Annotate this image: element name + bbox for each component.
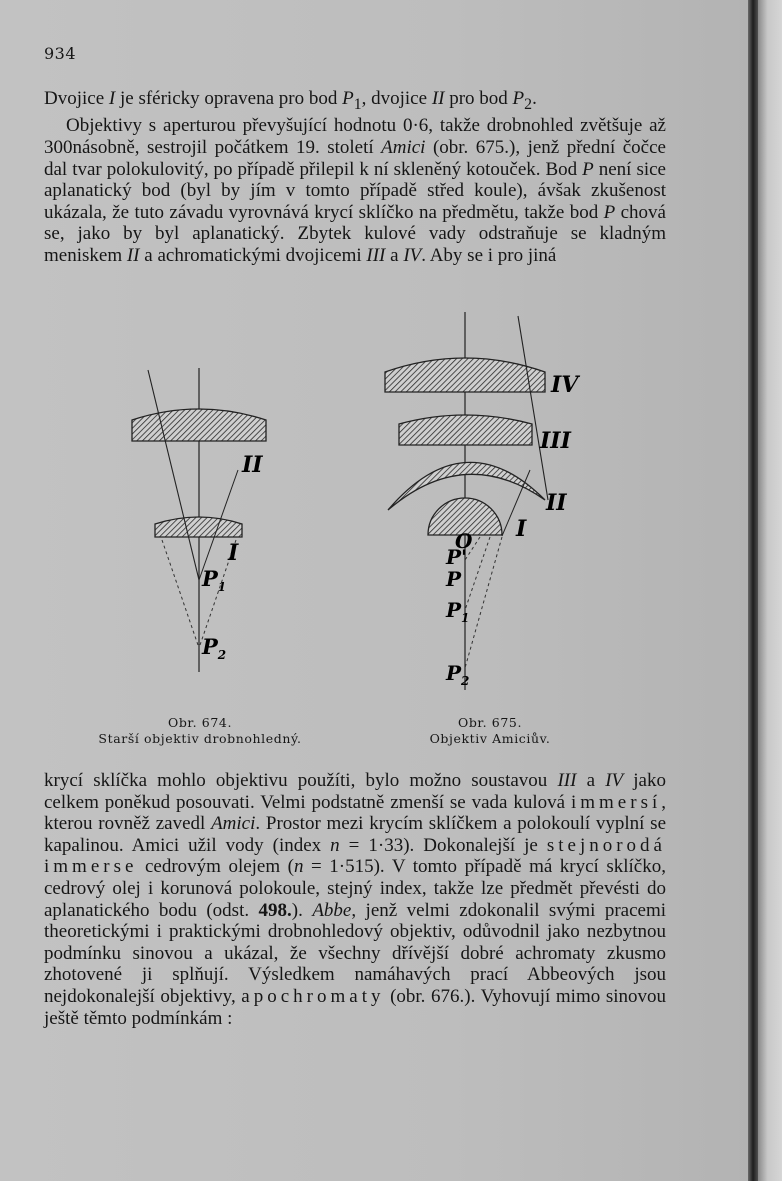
- label-P2-675: $P_2$: [446, 661, 470, 688]
- paragraph-3: krycí sklíčka mohlo objektivu použíti, bylo možno soustavou III a IV jako celkem poněkud posouvati. Velmi podstatně zmenší se vada kulová immersí, kterou rovněž zavedl Amici. Prostor mezi krycím sklíčkem a polokoulí vyplní se kapalinou. Amici užil vody (index n = 1·33). Dokonalejší je stejnorodá immerse cedrovým olejem (n = 1·515). V tomto případě má krycí sklíčko, cedrový olej i korunová polokoule, stejný index, takže lze předmět převésti do aplanatického bodu (odst. 498.). Abbe, jenž velmi zdokonalil svými pracemi theoretickými i praktickými drobnohledový objektiv, odůvodnil jako nezbytnou podmínku sinovou a ukázal, že všechny dřívější dobré achromaty zkusmo zhotovené ji splňují. Výsledkem namáhavých prací Abbeových jsou nejdokonalejší objektivy, apochromaty (obr. 676.). Vyhovují mimo sinovou ještě těmto podmínkám :: [44, 770, 667, 1029]
- ray-left-674: [148, 370, 199, 580]
- ray-right-675: [518, 316, 548, 500]
- label-P-prime-675: P': [446, 545, 468, 569]
- caption-675-number: Obr. 675.: [457, 715, 523, 730]
- caption-674-title: Starší objektiv drobnohledný.: [98, 731, 302, 746]
- label-II-675: II: [546, 490, 567, 516]
- label-O-675: O: [455, 529, 473, 553]
- caption-figure-675: [380, 715, 600, 747]
- label-P2-674: $P_2$: [202, 634, 227, 662]
- label-P1-675: $P_1$: [446, 598, 470, 625]
- caption-674-number: Obr. 674.: [167, 715, 233, 730]
- bottom-text-block: [44, 770, 666, 1029]
- label-III-675: III: [540, 428, 571, 454]
- caption-675-title: Objektiv Amiciův.: [429, 731, 551, 746]
- label-I-675: I: [516, 516, 527, 542]
- label-I-674: I: [228, 540, 239, 566]
- next-page-edge: [758, 0, 782, 1181]
- figure-674-old-objective: [132, 368, 266, 672]
- label-IV-675: IV: [551, 372, 579, 398]
- label-P1-674: $P_1$: [202, 566, 227, 594]
- lens-II-674: [132, 409, 266, 441]
- label-II-674: II: [242, 452, 263, 478]
- lens-IV-675: [385, 358, 545, 392]
- lens-I-674: [155, 517, 242, 537]
- label-P-675: P: [446, 567, 462, 591]
- caption-figure-674: [80, 715, 320, 747]
- page-number: 934: [44, 44, 77, 63]
- paragraph-2: Objektivy s aperturou převyšující hodnotu 0·6, takže drobnohled zvětšuje až 300násobně, sestrojil počátkem 19. století Amici (obr. 675.), jenž přední čočce dal tvar polokulovitý, po případě přilepil k ní skleněný kotouček. Bod P není sice aplanatický bod (byl by jím v tomto případě střed koule), ávšak zkušenost ukázala, že tuto závadu vyrovnává krycí sklíčko na předmětu, takže bod P chová se, jako by byl aplanatický. Zbytek kulové vady odstraňuje se kladným meniskem II a achromatickými dvojicemi III a IV. Aby se i pro jiná: [44, 115, 666, 266]
- figure-675-amici-objective: [385, 312, 580, 690]
- paragraph-1: Dvojice I je sféricky opravena pro bod $P_1$, dvojice II pro bod $P_2$.: [44, 88, 537, 113]
- lens-III-675: [399, 415, 532, 445]
